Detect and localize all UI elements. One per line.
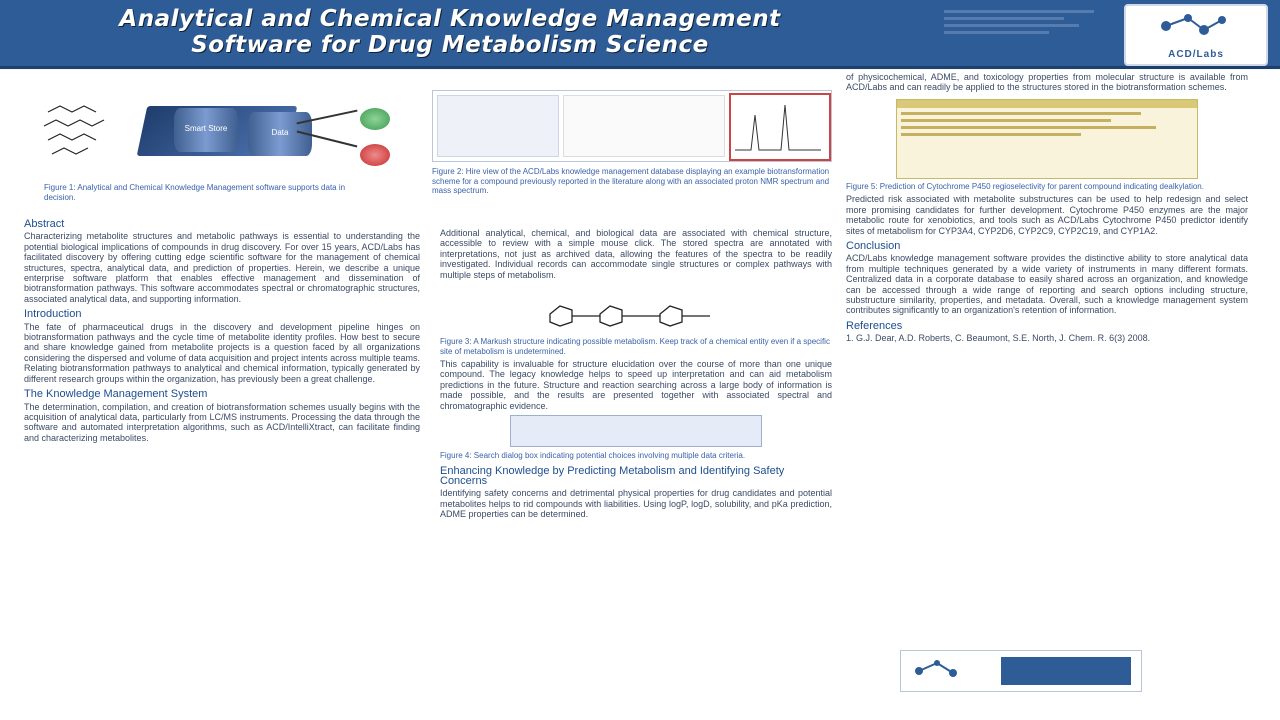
column-3 [846,72,1248,660]
abstract-heading: Abstract [24,218,65,230]
footer-contact-panel [1001,657,1131,685]
kms-heading: The Knowledge Management System [24,388,208,401]
poster-title [20,6,880,58]
search-dialog-screenshot [510,415,762,447]
column-2-text-1: Additional analytical, chemical, and biological data are associated with chemical structure, accessible to review with a simple mouse click. The stored spectra are annotated with interpretations, not just as archived data, allowing the features of the spectra to be readily investigated. Individual records can accommodate single structures or complex pathways with multiple steps of metabolism. [440,228,832,280]
column-3-text-1: of physicochemical, ADME, and toxicology properties from molecular structure is available from ACD/Labs and can readily be applied to the structures stored in the biotransformation schemes. [846,72,1248,93]
references-text: 1. G.J. Dear, A.D. Roberts, C. Beaumont, S.E. North, J. Chem. R. 6(3) 2008. [846,333,1151,344]
red-db-icon [360,144,390,166]
data-label: Data [271,128,289,137]
figure-4-caption: Figure 4: Search dialog box indicating potential choices involving multiple data criteria. [440,451,746,461]
column-3-text-2: Predicted risk associated with metabolite substructures can be used to help redesign and select more promising candidates for further development. Cytochrome P450 enzymes are the major metabolic route for xenobiotics, and tools such as ACD/Labs Cytochrome P450 predictor identify sites of metabolism for CYP3A4, CYP2D6, CYP2C9, CYP2C19, and CYP1A2. [846,194,1248,236]
chemical-structures-icon [38,102,148,162]
cyp450-prediction-screenshot [896,99,1198,179]
column-2 [440,228,832,670]
smart-store-label: Smart Store [184,124,228,133]
green-db-icon [360,108,390,130]
introduction-text: The fate of pharmaceutical drugs in the discovery and development pipeline hinges on biotransformation pathways and the cycle time of metabolite identity profiles. How best to secure and share knowledge gained from metabolite projects is a question faced by all organizations considering the dispersed and volume of data acquisition and project intents across multiple teams. Relating biotransformation pathways to analytical and chemical information, typically generated by different research groups within the organization, has previously been a great challenge. [24,321,420,384]
title-line-1: Analytical and Chemical Knowledge Management [119,6,781,32]
enhancing-heading: Enhancing Knowledge by Predicting Metabolism and Identifying Safety Concerns [440,464,785,487]
figure-1-caption: Figure 1: Analytical and Chemical Knowledge Management software supports data in decision. [44,183,346,202]
conclusion-text: ACD/Labs knowledge management software provides the distinctive ability to store analytical data from multiple techniques generated by a wide variety of instruments in many different formats. Centralized data in a corporate database to easily shared across an organization, and knowledge can be accessed through a wide range of reporting and search options including structure, substructure similarity, properties, and metadata. Overall, such a knowledge management system contributes significantly to an organization's retention of information. [846,253,1248,316]
figure-5-caption: Figure 5: Prediction of Cytochrome P450 regioselectivity for parent compound indicating dealkylation. [846,181,1204,191]
smart-store-cylinder [174,108,238,152]
spectrum-icon [731,95,825,155]
title-line-2: Software for Drug Metabolism Science [191,32,709,58]
figure-2-caption: Figure 2: Hire view of the ACD/Labs knowledge management database displaying an example biotransformation scheme for a compound previously reported in the literature along with an associated proton NMR spectrum and mass spectrum. [432,167,830,195]
footer-logo-box [900,650,1142,692]
structure-pane [437,95,559,157]
references-heading: References [846,319,903,332]
logo-label: ACD/Labs [1168,49,1224,60]
footer-molecule-icon [905,653,985,689]
acd-labs-logo [1124,4,1268,66]
figure-1-diagram [24,86,404,172]
column-2-text-2: This capability is invaluable for structure elucidation over the course of more than one unique compound. The legacy knowledge helps to speed up interpretation and can aid metabolism predictions in the future. Structure and reaction searching across a large body of information is made possible, and the results are presented together with associated spectral and chromatographic evidence. [440,359,832,411]
abstract-text: Characterizing metabolite structures and metabolic pathways is essential to understanding the potential biological implications of compounds in drug discovery. For over 15 years, ACD/Labs has facilitated discovery by offering cutting edge scientific software for the management of chemical structures, spectra, analytical data, and prediction of properties. Herein, we describe a unique enterprise software platform that enables effective management and dissemination of biotransformation pathways. This software accommodates spectral or chromatographic structures, associated analytical data, and supporting information. [24,231,420,304]
figure-2-screenshot [432,90,832,162]
kms-text: The determination, compilation, and creation of biotransformation schemes usually begins with the acquisition of analytical data, particularly from LC/MS instruments. Processing the data through the software and automated interpretation algorithms, such as ACD/IntelliXtract, can facilitate finding and characterizing metabolites. [24,401,420,443]
conclusion-heading: Conclusion [846,239,901,252]
enhancing-text: Identifying safety concerns and detrimental physical properties for drug candidates and potential metabolites helps to rid compounds with liabilities. Using logP, logD, solubility, and pKa prediction, ADME properties can be determined. [440,488,832,520]
introduction-heading: Introduction [24,308,82,321]
figure-3-caption: Figure 3: A Markush structure indicating possible metabolism. Keep track of a chemical entity even if a specific site of metabolism is undetermined. [440,337,830,356]
markush-structure [440,284,832,334]
markush-structure-icon [530,284,750,334]
poster-header [0,0,1280,69]
scheme-pane [563,95,725,157]
authors-block [944,6,1094,56]
spectrum-pane [729,93,831,161]
molecule-logo-icon [1126,8,1262,48]
column-1 [24,214,420,670]
